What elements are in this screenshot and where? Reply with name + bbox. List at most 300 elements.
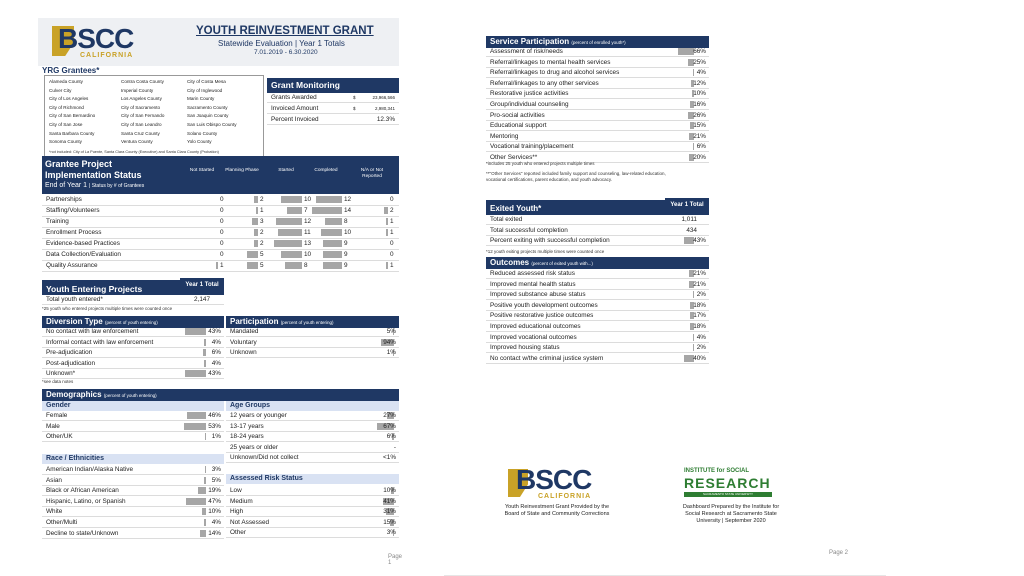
implementation-bar [276,218,302,225]
implementation-row [42,250,399,261]
diversion-row-bar [204,339,206,346]
grant-monitoring-label: Percent Invoiced [271,116,319,123]
implementation-value: 0 [220,229,224,236]
race-row-pct: 4% [211,519,221,526]
exited-value: 434 [686,226,697,234]
grantee-name: Alameda County [49,79,83,84]
participation-row-pct: 1% [386,349,396,357]
diversion-row-bar [185,328,207,335]
race-row-pct: 14% [208,529,221,537]
grant-monitoring-value: 2,980,341 [374,106,395,111]
service-row [486,58,709,68]
diversion-row [42,348,224,358]
service-row-pct: 66% [693,48,706,55]
implementation-value: 0 [390,240,394,247]
outcome-row [486,333,709,343]
service-row-pct: 15% [693,122,706,130]
diversion-row-pct: 43% [208,328,221,335]
gender-row-pct: 1% [211,433,221,441]
gender-row-bar [205,433,207,440]
grant-monitoring-value: 12.3% [376,116,395,123]
exited-label: Total exited [490,216,523,223]
service-note-1: *includes 25 youth who entered projects multiple times [486,161,595,166]
race-row-label: Asian [46,476,62,484]
race-row [42,465,224,475]
implementation-row [42,217,399,228]
race-row-pct: 47% [208,497,221,505]
implementation-row-label: Training [46,218,69,225]
service-row-pct: 25% [693,58,706,66]
service-row [486,47,709,57]
outcome-row-label: Improved mental health status [490,280,576,288]
participation-title: Participation (percent of youth entering) [226,316,399,328]
diversion-row [42,327,224,337]
race-row [42,476,224,486]
entering-col: Year 1 Total [180,278,224,295]
grantee-name: Marin County [187,96,215,102]
risk-row-label: High [230,508,244,516]
race-row-label: White [46,508,63,516]
diversion-row-bar [185,370,207,377]
age-row [226,453,399,463]
service-row-label: Pro-social activities [490,111,545,119]
diversion-row-pct: 4% [211,338,221,346]
implementation-value: 0 [390,196,394,203]
risk-row-pct: 41% [383,497,396,505]
participation-row-pct: 5% [386,328,396,335]
grantee-name: City of San Leandro [121,121,162,127]
diversion-row [42,369,224,379]
risk-row-label: Not Assessed [230,518,270,526]
diversion-row-label: No contact with law enforcement [46,328,139,335]
grantee-name: City of San Bernardino [49,113,96,119]
diversion-row-pct: 43% [208,370,221,378]
race-row-bar [204,519,206,526]
implementation-value: 12 [344,196,352,203]
grant-monitoring-currency: $ [353,106,356,111]
grant-monitoring-row [267,104,399,114]
implementation-bar [278,229,302,236]
grant-monitoring-value: 23,966,566 [372,95,395,100]
exited-row [486,215,709,225]
grantee-name: City of Costa Mesa [187,79,226,84]
page-number-1: Page 1 [388,554,403,566]
diversion-row-bar [203,349,206,356]
race-row-bar [198,487,206,494]
service-row-label: Referral/linkages to drug and alcohol services [490,69,620,77]
age-title: Age Groups [226,401,399,411]
implementation-bar [325,218,342,225]
implementation-row-label: Staffing/Volunteers [46,207,100,214]
implementation-row-label: Data Collection/Evaluation [46,251,121,258]
outcome-row-label: Reduced assessed risk status [490,270,575,277]
risk-row [226,507,399,517]
implementation-bar [323,262,342,269]
age-row-label: Unknown/Did not collect [230,454,299,462]
implementation-value: 7 [304,207,308,214]
implementation-bar [323,240,342,247]
implementation-bar [274,240,302,247]
grantee-name: Contra Costa County [121,79,164,84]
implementation-bar [281,251,302,258]
gender-row-label: Male [46,422,60,430]
gender-row-label: Female [46,412,68,419]
outcome-row [486,343,709,353]
gender-row [42,411,224,421]
grantee-name: City of San Fernando [121,113,165,119]
implementation-row [42,261,399,272]
age-row [226,411,399,421]
implementation-subtitle: End of Year 1 | Status by # of Grantees [45,182,145,189]
implementation-bar [287,207,302,214]
service-row-pct: 20% [693,154,706,161]
grantee-name: City of Sacramento [121,104,161,110]
implementation-value: 9 [344,262,348,269]
implementation-value: 1 [220,262,224,269]
grantee-name: Santa Barbara County [49,130,95,136]
grantees-note: *not included: City of La Puente, Santa Clara County (Executive) and Santa Clara County (Probation) [49,150,219,154]
service-row [486,132,709,142]
implementation-row-label: Evidence-based Practices [46,240,120,247]
implementation-row-label: Partnerships [46,196,82,203]
race-row-bar [186,498,206,505]
outcome-row-label: Positive youth development outcomes [490,301,598,309]
race-row-bar [205,466,207,473]
service-row-label: Referral/linkages to any other services [490,79,599,87]
race-row-pct: 3% [211,466,221,473]
service-row-label: Assessment of risk/needs [490,48,563,55]
implementation-value: 14 [344,207,352,214]
diversion-row-pct: 6% [211,349,221,357]
outcome-row-label: Improved vocational outcomes [490,333,577,341]
service-row-label: Group/individual counseling [490,101,569,108]
service-row-label: Referral/linkages to mental health services [490,58,611,66]
service-row [486,142,709,152]
implementation-bar [216,262,218,269]
bscc-logo: BSCC [58,23,134,54]
implementation-value: 13 [304,240,312,247]
outcome-row-pct: 18% [693,301,706,309]
grantee-name: City of Los Angeles [49,96,89,102]
service-row-label: Vocational training/placement [490,143,574,151]
grantee-name: Imperial County [121,87,154,93]
grant-monitoring-label: Invoiced Amount [271,105,319,112]
service-row-pct: 21% [693,132,706,140]
implementation-value: 5 [260,262,264,269]
risk-row-pct: 10% [383,487,396,494]
participation-row-pct: 94% [383,338,396,346]
outcome-row [486,311,709,321]
grantee-name: City of Inglewood [187,87,223,93]
implementation-column-header: N/A or Not Reported [360,168,384,179]
service-row-bar [693,143,695,150]
implementation-value: 10 [344,229,352,236]
implementation-value: 1 [390,262,394,269]
diversion-row-label: Post-adjudication [46,359,96,367]
implementation-row-label: Enrollment Process [46,229,102,236]
exited-value: 1,011 [681,216,697,223]
service-row-label: Educational support [490,122,547,130]
entering-row: Total youth entered* 2,147 [42,295,224,305]
outcome-row-label: Improved substance abuse status [490,291,586,299]
implementation-row [42,239,399,250]
grant-monitoring-row [267,115,399,125]
exited-col: Year 1 Total [665,198,709,215]
risk-row [226,528,399,538]
service-row [486,111,709,121]
service-row-bar [693,69,695,76]
outcome-row [486,280,709,290]
service-row [486,68,709,78]
implementation-bar [254,196,258,203]
grant-monitoring-currency: $ [353,95,356,100]
demographics-title: Demographics (percent of youth entering) [42,389,399,401]
race-row [42,529,224,539]
implementation-bar [323,251,342,258]
implementation-value: 1 [390,229,394,236]
grantee-name: Culver City [49,87,72,93]
implementation-value: 10 [304,251,312,258]
service-row [486,100,709,110]
entering-note: *25 youth who entered projects multiple times were counted once [42,306,173,311]
race-row-label: Other/Multi [46,519,78,526]
diversion-row-label: Pre-adjudication [46,349,93,357]
implementation-value: 11 [304,229,311,236]
entering-title: Youth Entering Projects [42,280,180,295]
grantee-name: Yolo County [187,139,212,145]
age-row [226,443,399,453]
exited-note: *12 youth exiting projects multiple times were counted once [486,249,605,254]
age-row-pct: - [393,443,396,451]
implementation-bar [254,229,258,236]
implementation-value: 9 [344,251,348,258]
isr-logo: INSTITUTE for SOCIAL RESEARCH SACRAMENTO STATE UNIVERSITY [684,468,771,496]
race-row [42,507,224,517]
bscc-caption: Youth Reinvestment Grant Provided by the Board of State and Community Corrections [504,504,610,517]
implementation-value: 1 [260,207,264,214]
service-row-label: Mentoring [490,132,519,140]
page-2 [444,18,886,576]
risk-row [226,486,399,496]
age-row-pct: <1% [383,454,396,462]
implementation-bar [386,262,388,269]
page-1 [38,18,404,566]
race-row-bar [200,530,206,537]
grantee-name: Santa Cruz County [121,130,160,136]
gender-row-pct: 46% [208,412,221,419]
implementation-bar [384,207,388,214]
outcome-row-label: No contact w/the criminal justice system [490,354,604,362]
grantees-box [44,75,264,158]
exited-title: Exited Youth* [486,200,665,215]
outcomes-title: Outcomes (percent of exited youth with...) [486,257,709,269]
risk-row-label: Other [230,529,246,537]
age-row-label: 25 years or older [230,443,278,451]
implementation-bar [247,262,258,269]
exited-row [486,236,709,246]
risk-row-pct: 3% [386,529,396,537]
page-title: YOUTH REINVESTMENT GRANT [196,25,374,37]
outcome-row-pct: 4% [696,333,706,341]
bscc-footer-logo: BSCC CALIFORNIA [492,465,622,509]
exited-value: 43% [693,237,706,245]
implementation-value: 8 [344,218,348,225]
implementation-value: 0 [220,218,224,225]
implementation-row-label: Quality Assurance [46,262,98,269]
diversion-note: *see data notes [42,379,74,384]
race-title: Race / Ethnicities [42,454,224,464]
diversion-row [42,338,224,348]
service-row-bar [678,48,694,55]
outcome-row [486,290,709,300]
gender-row [42,432,224,442]
isr-caption: Dashboard Prepared by the Institute for Social Research at Sacramento State University | September 2020 [682,504,780,524]
service-row-pct: 26% [693,111,706,119]
exited-label: Percent exiting with successful completion [490,237,610,245]
participation-row-label: Unknown [230,349,257,357]
participation-row-label: Mandated [230,328,259,335]
grantee-name: Solano County [187,130,218,136]
gender-row-pct: 53% [208,422,221,430]
diversion-title: Diversion Type (percent of youth entering) [42,316,224,328]
risk-row-pct: 31% [383,508,396,516]
diversion-row-label: Unknown* [46,370,76,378]
age-row-label: 18-24 years [230,433,264,441]
implementation-header [42,156,399,194]
risk-row-label: Low [230,487,242,494]
grantee-name: Sacramento County [187,104,228,110]
diversion-row-label: Informal contact with law enforcement [46,338,154,346]
outcome-row-pct: 18% [693,323,706,330]
implementation-bar [252,218,258,225]
service-row-label: Other Services** [490,154,538,161]
race-row-label: Decline to state/Unknown [46,529,119,537]
implementation-value: 0 [220,196,224,203]
race-row [42,518,224,528]
implementation-value: 0 [220,207,224,214]
outcome-row-pct: 21% [693,280,706,288]
gender-row-bar [184,423,206,430]
implementation-title: Grantee Project Implementation Status [45,159,142,180]
service-row [486,79,709,89]
implementation-value: 0 [220,240,224,247]
implementation-value: 2 [390,207,394,214]
grantee-name: San Luis Obispo County [187,121,237,127]
outcome-row-bar [693,334,695,341]
implementation-value: 12 [304,218,312,225]
race-row-pct: 5% [211,476,221,484]
outcome-row [486,354,709,364]
outcome-row-pct: 17% [693,312,706,320]
implementation-value: 10 [304,196,312,203]
grantee-name: City of Richmond [49,104,84,110]
page-number-2: Page 2 [829,550,849,556]
risk-row-label: Medium [230,497,253,505]
implementation-bar [254,240,258,247]
age-row [226,422,399,432]
diversion-row-bar [204,360,206,367]
outcome-row [486,322,709,332]
service-row [486,121,709,131]
grantee-name: Sonoma County [49,139,82,145]
risk-title: Assessed Risk Status [226,474,399,484]
implementation-bar [256,207,258,214]
outcome-row-pct: 2% [696,291,706,299]
implementation-bar [281,196,302,203]
service-note-2: **"Other Services" reported included family support and counseling, law-related education, [486,171,666,176]
grantee-name: Los Angeles County [121,96,162,102]
service-row-pct: 10% [693,90,706,98]
outcome-row-bar [693,344,695,351]
outcome-row-label: Improved educational outcomes [490,323,581,330]
service-row-pct: 6% [696,143,706,151]
implementation-column-header: Not Started [189,168,215,173]
service-row-pct: 4% [696,69,706,77]
outcome-row-pct: 2% [696,344,706,352]
participation-row [226,327,399,337]
service-title: Service Participation (percent of enrolled youth*) [486,36,709,48]
gender-row-label: Other/UK [46,433,73,441]
service-row [486,89,709,99]
gender-title: Gender [42,401,224,411]
age-row-label: 12 years or younger [230,412,287,419]
outcome-row [486,269,709,279]
race-row-label: American Indian/Alaska Native [46,466,134,473]
participation-row [226,338,399,348]
implementation-row [42,228,399,239]
implementation-column-header: Completed [314,168,338,173]
grant-monitoring-row [267,93,399,103]
grantees-title: YRG Grantees* [42,66,100,75]
implementation-bar [386,229,388,236]
race-row-bar [204,477,206,484]
outcome-row-bar [693,291,695,298]
grantee-name: Ventura County [121,139,153,145]
race-row-label: Black or African American [46,487,119,495]
age-row-pct: 6% [386,433,396,441]
implementation-bar [312,207,342,214]
implementation-value: 5 [260,251,264,258]
outcome-row-label: Improved housing status [490,344,560,352]
implementation-value: 3 [260,218,264,225]
outcome-row [486,301,709,311]
age-row-label: 13-17 years [230,422,264,430]
diversion-row [42,359,224,369]
implementation-column-header: Planning Phase [225,168,259,173]
date-range: 7.01.2019 - 6.30.2020 [254,49,318,56]
implementation-value: 2 [260,229,264,236]
implementation-value: 9 [344,240,348,247]
implementation-column-header: Started [278,168,294,173]
implementation-row [42,206,399,217]
implementation-bar [285,262,302,269]
outcome-row-label: Positive restorative justice outcomes [490,312,594,320]
diversion-row-pct: 4% [211,359,221,367]
implementation-value: 0 [390,251,394,258]
report-header [38,18,399,66]
implementation-bar [247,251,258,258]
participation-row-label: Voluntary [230,338,257,346]
exited-label: Total successful completion [490,226,568,234]
race-row-pct: 10% [208,508,221,516]
bscc-logo-sub: CALIFORNIA [80,52,134,59]
race-row [42,497,224,507]
implementation-bar [316,196,342,203]
race-row-bar [202,508,206,515]
participation-row [226,348,399,358]
risk-row [226,518,399,528]
grant-monitoring-label: Grants Awarded [271,94,317,101]
